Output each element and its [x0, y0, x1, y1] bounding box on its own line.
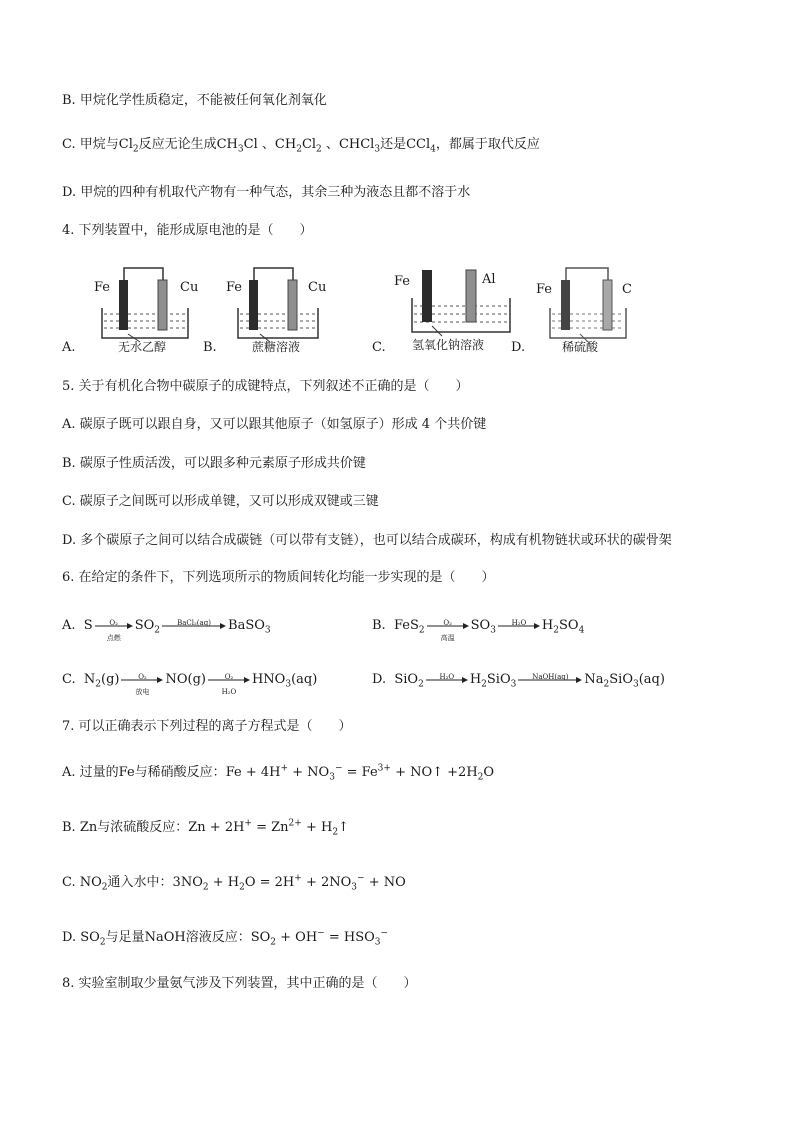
q6-d-s2: H — [469, 672, 482, 687]
q7-option-b — [62, 819, 349, 837]
q6-a-ar2-top: BaCl₂(aq) — [177, 618, 211, 627]
q6-d-s2b-sub: 3 — [510, 679, 517, 690]
q7-c-eq4: + 2NO — [301, 875, 352, 890]
q3-c-cl: Cl — [118, 137, 133, 152]
q4-c-left-label: Fe — [394, 274, 411, 289]
q7-a-sub1: 3 — [329, 772, 335, 783]
q3-c-p2b-sub: 2 — [316, 144, 322, 155]
q7-c-sup2: − — [357, 873, 365, 884]
q6-stem: 6. 在给定的条件下，下列选项所示的物质间转化均能一步实现的是（ ） — [62, 570, 495, 585]
q6-a-ar1-top: O₂ — [109, 618, 118, 627]
q6-b-ar1-bot: 高温 — [440, 633, 455, 642]
q7-b-eq4: ↑ — [338, 820, 349, 835]
q6-a-s3: BaSO — [228, 618, 265, 633]
reaction-arrow-icon — [427, 618, 469, 642]
q7-c-mid: 通入水中： — [107, 875, 173, 890]
q4-a-liquid-label: 无水乙醇 — [118, 340, 167, 354]
q4-b-liquid-label: 蔗糖溶液 — [252, 340, 301, 354]
q5-option-d: D. 多个碳原子之间可以结合成碳链（可以带有支链），也可以结合成碳环，构成有机物链状或环状的碳骨架 — [62, 533, 672, 548]
q7-a-sup2: − — [334, 763, 343, 774]
q6-b-s3b: SO — [559, 618, 579, 633]
q6-d-s2-sub: 2 — [481, 679, 487, 690]
q6-c-s2: NO(g) — [165, 672, 206, 687]
q3-c-p3-sub: 3 — [374, 144, 381, 155]
q6-c-s1-sub: 2 — [95, 679, 101, 690]
q7-c-no: NO — [79, 875, 102, 890]
reaction-arrow-icon — [426, 672, 468, 683]
q7-c-eq2: + H — [208, 875, 240, 890]
q6-c-ar2-top: O₂ — [224, 672, 234, 681]
q7-a-eq3: = Fe — [342, 765, 378, 780]
q4-b-right-label: Cu — [308, 280, 327, 295]
q7-a-mid: 与稀硝酸反应： — [134, 765, 226, 780]
q7-option-a — [62, 764, 494, 782]
q6-a-s1: S — [83, 618, 93, 633]
q4-a-left-label: Fe — [94, 280, 111, 295]
q6-c-s1: N — [83, 672, 96, 687]
q7-b-eq3: + H — [301, 820, 333, 835]
q4-b-option: B. — [203, 340, 217, 355]
q7-d-pre: D. — [62, 930, 81, 945]
q3-c-cl-sub: 2 — [132, 144, 139, 155]
q6-c-s1b: (g) — [101, 672, 120, 687]
q3-c-p3: CHCl — [338, 137, 375, 152]
q6-c-label: C. — [62, 672, 76, 687]
q6-d-ar1-top: H₂O — [439, 672, 455, 681]
reaction-arrow-icon — [121, 672, 163, 696]
q6-d-s1: SiO — [394, 672, 419, 687]
q7-d-sup2: − — [380, 928, 389, 939]
reaction-arrow-icon — [162, 618, 226, 629]
reaction-arrow-icon — [95, 618, 133, 642]
q7-a-pre: A. 过量的 — [62, 765, 119, 780]
q6-d-s1-sub: 2 — [418, 679, 424, 690]
q7-b-pre: B. — [62, 820, 80, 835]
q7-d-eq2: + OH — [276, 930, 318, 945]
q7-d-sub0: 2 — [99, 937, 106, 948]
q7-c-eq3: O = 2H — [244, 875, 295, 890]
reaction-arrow-icon — [208, 672, 250, 696]
q6-d-label: D. — [372, 672, 387, 687]
q7-d-sup1: − — [317, 928, 325, 939]
q7-a-eq2: + NO — [288, 765, 330, 780]
q5-option-c: C. 碳原子之间既可以形成单键，又可以形成双键或三键 — [62, 494, 379, 509]
q6-d-s2b: SiO — [486, 672, 511, 687]
q7-option-c — [62, 874, 406, 892]
q3-option-c — [62, 136, 540, 154]
q4-cell-d — [544, 264, 654, 354]
q7-c-sub3: 3 — [351, 882, 358, 893]
q7-d-sub2: 3 — [374, 937, 381, 948]
q6-b-s3-sub: 2 — [553, 625, 559, 636]
q6-option-d — [372, 671, 665, 689]
q4-c-right-label: Al — [482, 272, 496, 287]
q7-a-eq1: Fe + 4H — [225, 765, 281, 780]
q7-d-sub1: 2 — [270, 937, 277, 948]
q6-b-ar2-top: H₂O — [511, 618, 527, 627]
q3-c-sep2: 、 — [325, 137, 339, 152]
q6-a-s3-sub: 3 — [264, 625, 271, 636]
q7-b-mid: 与浓硫酸反应： — [97, 820, 189, 835]
q3-c-p4-sub: 4 — [430, 144, 436, 155]
q7-stem: 7. 可以正确表示下列过程的离子方程式是（ ） — [62, 719, 352, 734]
q7-b-sub1: 2 — [332, 827, 339, 838]
q7-b-sup2: 2+ — [288, 818, 302, 829]
q6-a-ar1-bot: 点燃 — [106, 633, 121, 642]
q4-b-left-label: Fe — [226, 280, 243, 295]
q7-b-zn: Zn — [79, 820, 98, 835]
q6-b-s3b-sub: 4 — [578, 625, 585, 636]
q3-c-end: ，都属于取代反应 — [435, 137, 540, 152]
q7-b-eq2: = Zn — [251, 820, 289, 835]
q4-c-liquid-label: 氢氧化钠溶液 — [412, 338, 485, 352]
galvanic-cell-d-diagram — [544, 264, 654, 354]
q6-d-s3: Na — [584, 672, 604, 687]
q7-d-mid: 与足量 — [105, 930, 145, 945]
q5-stem: 5. 关于有机化合物中碳原子的成键特点，下列叙述不正确的是（ ） — [62, 379, 469, 394]
q3-c-sep1: 、 — [261, 137, 275, 152]
q5-option-b: B. 碳原子性质活泼，可以跟多种元素原子形成共价键 — [62, 456, 366, 471]
q6-b-s2: SO — [470, 618, 491, 633]
q7-c-pre: C. — [62, 875, 80, 890]
q4-a-option: A. — [62, 340, 76, 355]
q3-c-p2-sub: 2 — [296, 144, 302, 155]
q6-d-s3c: (aq) — [638, 672, 665, 687]
q6-c-ar2-bot: H₂O — [221, 687, 237, 696]
q6-d-s3b-sub: 3 — [632, 679, 639, 690]
q4-d-left-label: Fe — [536, 282, 553, 297]
q7-d-eq3: = HSO — [324, 930, 375, 945]
q6-b-s1: FeS — [393, 618, 419, 633]
q7-a-eq5: O — [483, 765, 495, 780]
q7-c-sub1: 2 — [202, 882, 209, 893]
q3-c-or: 还是 — [380, 137, 407, 152]
q3-c-p2b: Cl — [301, 137, 317, 152]
q6-c-ar1-bot: 放电 — [135, 687, 150, 696]
q7-d-so: SO — [80, 930, 100, 945]
q6-a-label: A. — [62, 618, 76, 633]
q6-c-s3-sub: 3 — [285, 679, 292, 690]
q4-d-option: D. — [511, 340, 526, 355]
q6-b-ar1-top: O₂ — [443, 618, 452, 627]
q6-d-ar2-top: NaOH(aq) — [532, 672, 569, 681]
q7-c-sup1: + — [294, 873, 302, 884]
q6-option-b — [372, 617, 585, 642]
q4-stem: 4. 下列装置中，能形成原电池的是（ ） — [62, 223, 313, 238]
q6-b-label: B. — [372, 618, 386, 633]
q7-c-eq5: + NO — [364, 875, 406, 890]
q7-b-eq1: Zn + 2H — [188, 820, 245, 835]
q6-c-s3b: (aq) — [291, 672, 318, 687]
q7-a-eq4: + NO↑ +2H — [390, 765, 478, 780]
q4-d-right-label: C — [622, 282, 632, 297]
q6-b-s3: H — [541, 618, 554, 633]
q3-option-b: B. 甲烷化学性质稳定，不能被任何氧化剂氧化 — [62, 93, 327, 108]
q6-a-s2-sub: 2 — [154, 625, 161, 636]
q6-c-s3: HNO — [251, 672, 286, 687]
q7-c-sub0: 2 — [101, 882, 108, 893]
q8-stem: 8. 实验室制取少量氨气涉及下列装置，其中正确的是（ ） — [62, 976, 417, 991]
q6-b-s1-sub: 2 — [418, 625, 425, 636]
q4-a-right-label: Cu — [180, 280, 199, 295]
q5-option-a: A. 碳原子既可以跟自身，又可以跟其他原子（如氢原子）形成 4 个共价键 — [62, 417, 487, 432]
q6-option-c — [62, 671, 318, 696]
q3-c-mid: 反应无论生成 — [138, 137, 217, 152]
q7-option-d — [62, 929, 388, 947]
q7-d-eq1: SO — [250, 930, 271, 945]
q3-c-p1b: Cl — [243, 137, 258, 152]
q4-d-liquid-label: 稀硫酸 — [562, 340, 599, 354]
q7-a-fe: Fe — [118, 765, 135, 780]
q7-a-sup1: + — [280, 763, 289, 774]
q3-c-p2: CH — [274, 137, 297, 152]
q3-option-d: D. 甲烷的四种有机取代产物有一种气态，其余三种为液态且都不溶于水 — [62, 185, 471, 200]
q4-c-option: C. — [372, 340, 386, 355]
reaction-arrow-icon — [518, 672, 582, 683]
q7-d-naoh: NaOH — [144, 930, 186, 945]
q6-b-s2-sub: 3 — [490, 625, 496, 636]
q6-d-s3-sub: 2 — [603, 679, 610, 690]
q6-a-s2: SO — [134, 618, 155, 633]
q7-c-sub2: 2 — [239, 882, 245, 893]
q7-a-sub2: 2 — [477, 772, 484, 783]
reaction-arrow-icon — [498, 618, 540, 629]
q6-c-ar1-top: O₂ — [138, 672, 147, 681]
q6-d-s3b: SiO — [609, 672, 633, 687]
q3-c-p4: CCl — [406, 137, 431, 152]
q3-c-prefix: C. 甲烷与 — [62, 137, 119, 152]
q7-b-sup1: + — [244, 818, 252, 829]
q7-a-sup3: 3+ — [377, 763, 391, 774]
q7-c-eq1: 3NO — [172, 875, 203, 890]
q3-c-p1-sub: 3 — [237, 144, 244, 155]
q3-c-p1: CH — [216, 137, 238, 152]
q6-option-a — [62, 617, 271, 642]
q7-d-mid2: 溶液反应： — [185, 930, 251, 945]
